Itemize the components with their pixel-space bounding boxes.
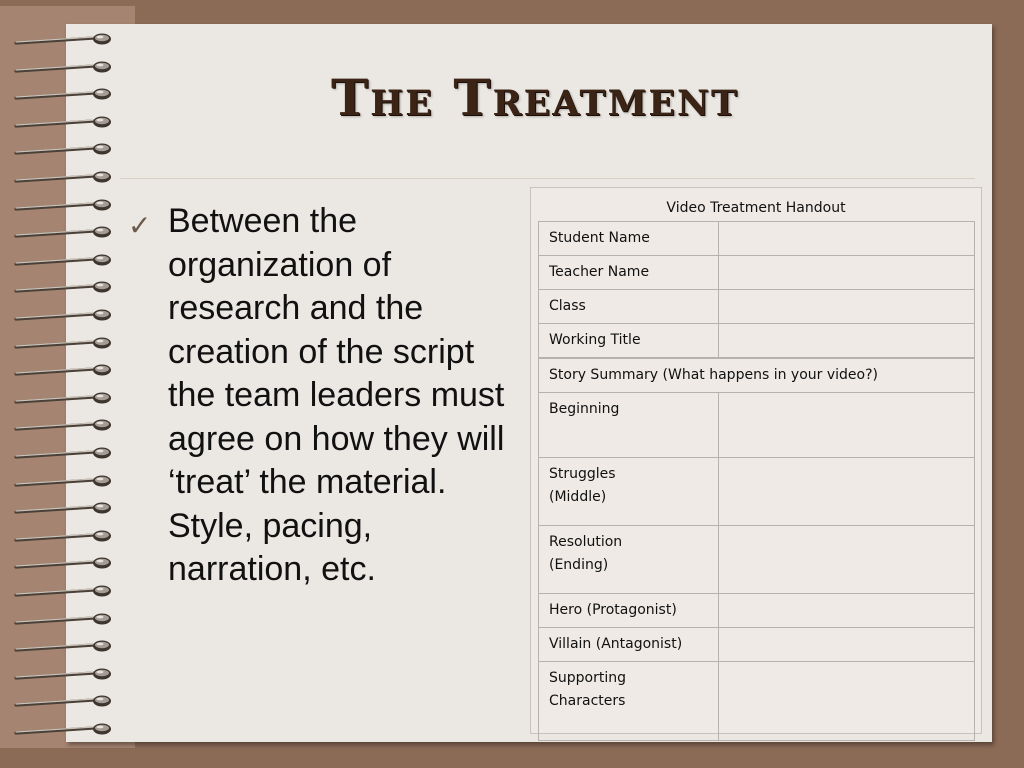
spiral-ring-icon [14,474,112,488]
spiral-ring-icon [14,363,112,377]
info-table [538,221,975,358]
spiral-ring-icon [14,418,112,432]
field-value [719,222,975,256]
spiral-ring-icon [14,722,112,736]
field-label: Student Name [539,222,719,256]
slide-title: The Treatment [330,68,740,127]
table-row [539,222,975,256]
checkmark-icon: ✓ [128,210,152,241]
story-label: Resolution (Ending) [539,526,719,594]
field-label: Class [539,290,719,324]
table-row [539,324,975,358]
story-value [719,526,975,594]
spiral-ring-icon [14,280,112,294]
spiral-ring-icon [14,198,112,212]
table-row [539,393,975,458]
table-row [539,526,975,594]
spiral-ring-icon [14,694,112,708]
spiral-ring-icon [14,501,112,515]
story-label: Beginning [539,393,719,458]
story-label: Struggles (Middle) [539,458,719,526]
story-label: Hero (Protagonist) [539,594,719,628]
field-value [719,324,975,358]
field-value [719,290,975,324]
story-table [538,358,975,741]
table-row [539,256,975,290]
table-header-row [539,359,975,393]
story-header: Story Summary (What happens in your video?) [539,359,975,393]
story-value [719,662,975,741]
story-value [719,458,975,526]
spiral-ring-icon [14,308,112,322]
table-row [539,458,975,526]
spiral-ring-icon [14,115,112,129]
spiral-ring-icon [14,87,112,101]
table-row [539,290,975,324]
spiral-ring-icon [14,612,112,626]
spiral-ring-icon [14,446,112,460]
spiral-ring-icon [14,667,112,681]
spiral-ring-icon [14,170,112,184]
handout-title: Video Treatment Handout [666,200,846,216]
title-divider [120,178,975,179]
treatment-handout [530,187,982,734]
story-label: Villain (Antagonist) [539,628,719,662]
field-label: Working Title [539,324,719,358]
spiral-ring-icon [14,60,112,74]
story-label: Supporting Characters [539,662,719,741]
table-row [539,628,975,662]
story-value [719,393,975,458]
spiral-ring-icon [14,529,112,543]
spiral-ring-icon [14,336,112,350]
spiral-ring-icon [14,639,112,653]
spiral-ring-icon [14,142,112,156]
spiral-ring-icon [14,225,112,239]
bullet-text: Between the organization of research and the creation of the script the team leaders must agree on how they will ‘treat’ the material. Style, pacing, narration, etc. [168,202,505,588]
table-row [539,662,975,741]
story-value [719,594,975,628]
spiral-ring-icon [14,584,112,598]
spiral-ring-icon [14,32,112,46]
story-value [719,628,975,662]
table-row [539,594,975,628]
spiral-ring-icon [14,391,112,405]
spiral-ring-icon [14,556,112,570]
spiral-ring-icon [14,253,112,267]
field-label: Teacher Name [539,256,719,290]
bullet-point [128,200,518,592]
field-value [719,256,975,290]
